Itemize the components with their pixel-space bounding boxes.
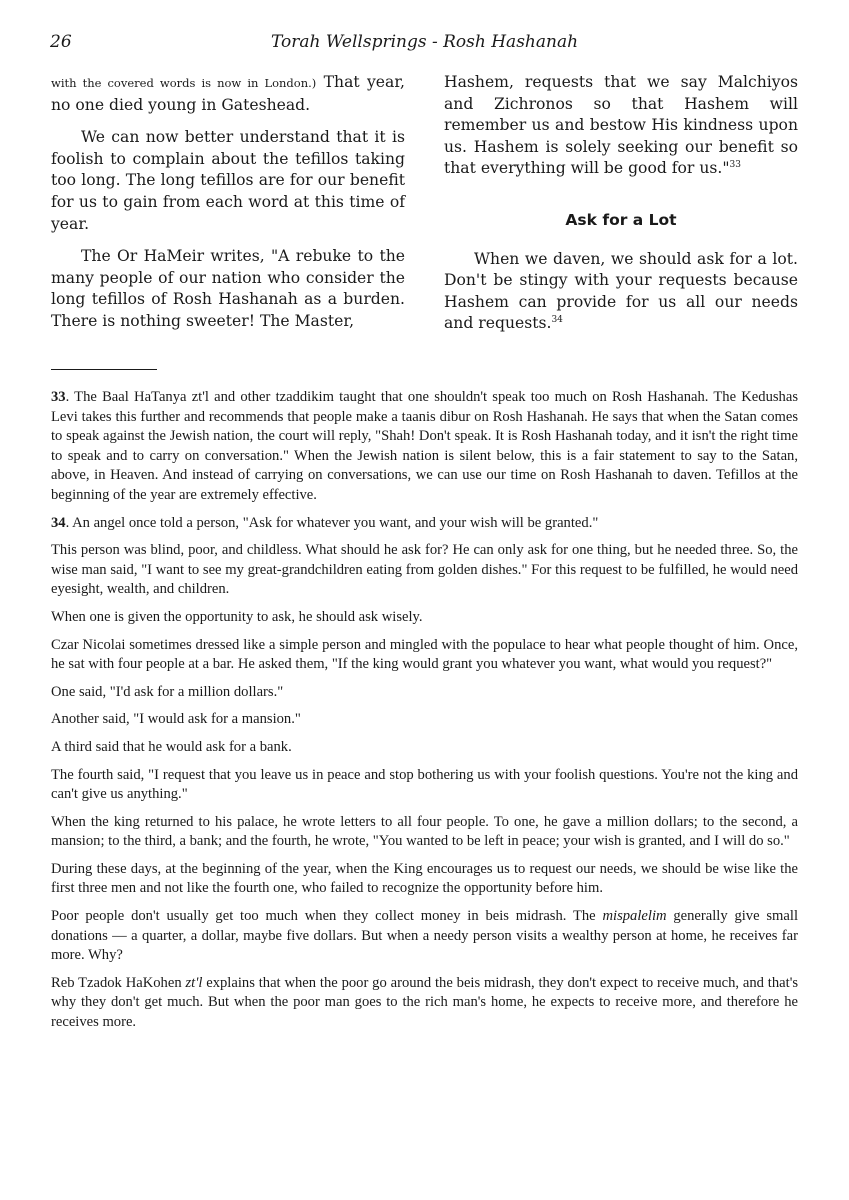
footnote-34: 34. An angel once told a person, "Ask for whatever you want, and your wish will be granted." xyxy=(51,514,599,531)
footnote-paragraph: The fourth said, "I request that you leave us in peace and stop bothering us with your foolish questions. You're not the king and can't give us anything." xyxy=(51,766,798,803)
footnote-paragraph: Reb Tzadok HaKohen zt'l explains that when the poor go around the beis midrash, they don't expect to receive much, and that's why they don't get much. But when the poor man goes to the rich man's home, he expects to receive more, and therefore he receives more. xyxy=(51,974,799,1031)
paragraph: Hashem, requests that we say Malchiyos and Zichronos so that Hashem will remember us and bestow His kindness upon us. Hashem is solely seeking our benefit so that everything will be good for us."$^{33}$ xyxy=(444,73,798,178)
paragraph: We can now better understand that it is foolish to complain about the tefillos taking too long. The long tefillos are for our benefit for us to gain from each word at this time of year. xyxy=(51,128,405,233)
section-heading: Ask for a Lot xyxy=(565,210,677,229)
running-title: Torah Wellsprings - Rosh Hashanah xyxy=(270,32,579,52)
footnote-paragraph: When one is given the opportunity to ask, he should ask wisely. xyxy=(51,608,423,625)
footnote-paragraph: Czar Nicolai sometimes dressed like a simple person and mingled with the populace to hear what people thought of him. Once, he sat with four people at a bar. He asked them, "If the king would grant you whatever you want, what would you request?" xyxy=(51,636,798,673)
footnote-paragraph: When the king returned to his palace, he wrote letters to all four people. To one, he gave a million dollars; to the second, a mansion; to the third, a bank; and the fourth, he wrote, "You wanted to be left in peace; your wish is granted, and I will do so." xyxy=(51,813,798,850)
footnote-ref[interactable]: 33 xyxy=(729,160,741,171)
footnote-divider xyxy=(51,369,157,370)
footnote-paragraph: Another said, "I would ask for a mansion." xyxy=(51,711,301,728)
footnotes xyxy=(51,388,798,1041)
footnote-paragraph: A third said that he would ask for a bank. xyxy=(51,738,292,755)
footnote-number: 33 xyxy=(51,389,66,405)
small-text: with the covered words is now in London.) xyxy=(51,76,317,90)
footnote-paragraph: Poor people don't usually get too much when they collect money in beis midrash. The mispalelim generally give small donations — a quarter, a dollar, maybe five dollars. But when a needy person visits a wealthy person at home, he receives far more. Why? xyxy=(51,908,798,964)
footnote-paragraph: One said, "I'd ask for a million dollars." xyxy=(51,683,284,700)
paragraph: with the covered words is now in London.) That year, no one died young in Gateshead. xyxy=(51,73,406,114)
right-column xyxy=(444,72,798,346)
page-header xyxy=(50,32,799,60)
paragraph: When we daven, we should ask for a lot. Don't be stingy with your requests because Hashem can provide for us all our needs and requests.$^{34}$ xyxy=(444,249,798,333)
paragraph: The Or HaMeir writes, "A rebuke to the many people of our nation who consider the long tefillos of Rosh Hashanah as a burden. There is nothing sweeter! The Master, xyxy=(51,247,405,330)
page-number: 26 xyxy=(50,32,72,52)
footnote-paragraph: During these days, at the beginning of the year, when the King encourages us to request our needs, we should be wise like the first three men and not like the fourth one, who failed to recognize the opportunity before him. xyxy=(51,860,798,897)
left-column xyxy=(51,72,405,344)
footnote-33: 33. The Baal HaTanya zt'l and other tzaddikim taught that one shouldn't speak too much on Rosh Hashanah. The Kedushas Levi takes this further and recommends that people make a taanis dibur on Rosh Hashanah. He says that when the Satan comes to speak against the Jewish nation, the court will reply, "Shah! Don't speak. It is Rosh Hashanah today, and it isn't the right time to speak and to carry on conversation." When the Jewish nation is silent below, this is a fair statement to say to the Satan, above, in Heaven. And instead of carrying on conversations, we can use our time on Rosh Hashanah to daven. Tefillos at the beginning of the year are extremely effective. xyxy=(51,389,798,503)
footnote-ref[interactable]: 34 xyxy=(551,315,563,326)
footnote-number: 34 xyxy=(51,514,66,531)
footnote-paragraph: This person was blind, poor, and childless. What should he ask for? He can only ask for one thing, but he needed three. So, the wise man said, "I want to see my great-grandchildren eating from golden dishes." For this request to be fulfilled, he would need eyesight, wealth, and children. xyxy=(51,542,798,598)
